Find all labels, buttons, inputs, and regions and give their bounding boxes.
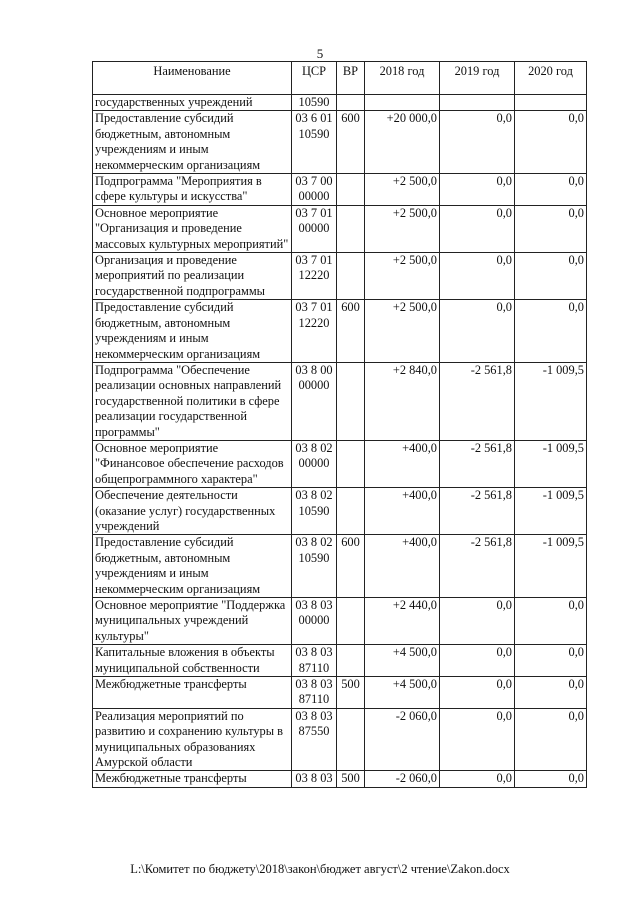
row-name: Обеспечение деятельности (оказание услуг) государственных учреждений bbox=[93, 488, 292, 535]
row-2018: +2 500,0 bbox=[365, 205, 440, 252]
row-2018: +2 840,0 bbox=[365, 362, 440, 440]
header-vr: ВР bbox=[337, 62, 365, 95]
row-2019: 0,0 bbox=[440, 111, 515, 174]
row-name: Предоставление субсидий бюджетным, автономным учреждениям и иным некоммерческим организациям bbox=[93, 535, 292, 598]
table-row bbox=[93, 300, 587, 363]
table-row bbox=[93, 488, 587, 535]
row-code: 03 8 03 00000 bbox=[292, 598, 337, 645]
row-2018: +2 500,0 bbox=[365, 174, 440, 206]
row-2018: +4 500,0 bbox=[365, 645, 440, 677]
table-row bbox=[93, 95, 587, 111]
row-name: Реализация мероприятий по развитию и сохранению культуры в муниципальных образованиях Амурской области bbox=[93, 708, 292, 771]
row-2018: +400,0 bbox=[365, 440, 440, 487]
footer-file-path: L:\Комитет по бюджету\2018\закон\бюджет август\2 чтение\Zakon.docx bbox=[130, 862, 510, 876]
table-row bbox=[93, 440, 587, 487]
table-row bbox=[93, 708, 587, 771]
row-2019: 0,0 bbox=[440, 598, 515, 645]
row-2018: -2 060,0 bbox=[365, 771, 440, 787]
row-vr bbox=[337, 598, 365, 645]
row-2020: -1 009,5 bbox=[515, 440, 587, 487]
row-2018: -2 060,0 bbox=[365, 708, 440, 771]
row-2018: +4 500,0 bbox=[365, 677, 440, 709]
row-2020: 0,0 bbox=[515, 771, 587, 787]
table-row bbox=[93, 111, 587, 174]
row-code: 03 8 03 87110 bbox=[292, 677, 337, 709]
row-2020: 0,0 bbox=[515, 300, 587, 363]
row-2020: 0,0 bbox=[515, 708, 587, 771]
row-name: государственных учреждений bbox=[93, 95, 292, 111]
table-row bbox=[93, 677, 587, 709]
row-2019: 0,0 bbox=[440, 205, 515, 252]
row-vr: 600 bbox=[337, 111, 365, 174]
page-number: 5 bbox=[316, 46, 324, 61]
row-vr: 600 bbox=[337, 535, 365, 598]
table-row bbox=[93, 771, 587, 787]
row-2019: -2 561,8 bbox=[440, 440, 515, 487]
header-2020: 2020 год bbox=[515, 62, 587, 95]
header-code: ЦСР bbox=[292, 62, 337, 95]
row-vr: 500 bbox=[337, 677, 365, 709]
table-row bbox=[93, 645, 587, 677]
header-2019: 2019 год bbox=[440, 62, 515, 95]
row-2019: 0,0 bbox=[440, 174, 515, 206]
row-vr: 500 bbox=[337, 771, 365, 787]
row-2019: -2 561,8 bbox=[440, 362, 515, 440]
table-row bbox=[93, 598, 587, 645]
row-code: 03 8 03 87110 bbox=[292, 645, 337, 677]
row-2020: 0,0 bbox=[515, 174, 587, 206]
row-2018 bbox=[365, 95, 440, 111]
row-vr bbox=[337, 174, 365, 206]
table-row bbox=[93, 362, 587, 440]
row-code: 03 6 01 10590 bbox=[292, 111, 337, 174]
row-2019: -2 561,8 bbox=[440, 535, 515, 598]
row-vr bbox=[337, 488, 365, 535]
row-2020: 0,0 bbox=[515, 645, 587, 677]
table-row bbox=[93, 535, 587, 598]
row-vr: 600 bbox=[337, 300, 365, 363]
row-code: 03 8 02 10590 bbox=[292, 488, 337, 535]
row-2020: -1 009,5 bbox=[515, 488, 587, 535]
row-code: 03 8 00 00000 bbox=[292, 362, 337, 440]
row-name: Подпрограмма "Мероприятия в сфере культуры и искусства" bbox=[93, 174, 292, 206]
row-name: Межбюджетные трансферты bbox=[93, 771, 292, 787]
row-name: Межбюджетные трансферты bbox=[93, 677, 292, 709]
row-vr bbox=[337, 708, 365, 771]
header-name: Наименование bbox=[93, 62, 292, 95]
row-name: Основное мероприятие "Организация и проведение массовых культурных мероприятий" bbox=[93, 205, 292, 252]
row-2020: 0,0 bbox=[515, 111, 587, 174]
budget-table bbox=[92, 61, 587, 788]
table-row bbox=[93, 205, 587, 252]
row-2019: 0,0 bbox=[440, 300, 515, 363]
row-2019: 0,0 bbox=[440, 677, 515, 709]
row-2018: +2 500,0 bbox=[365, 300, 440, 363]
row-vr bbox=[337, 645, 365, 677]
row-code: 03 8 03 87550 bbox=[292, 708, 337, 771]
row-2019 bbox=[440, 95, 515, 111]
row-code: 03 8 03 bbox=[292, 771, 337, 787]
header-2018: 2018 год bbox=[365, 62, 440, 95]
row-2018: +400,0 bbox=[365, 488, 440, 535]
row-vr bbox=[337, 362, 365, 440]
row-2020: 0,0 bbox=[515, 677, 587, 709]
row-2019: 0,0 bbox=[440, 253, 515, 300]
row-2018: +400,0 bbox=[365, 535, 440, 598]
table-header-row bbox=[93, 62, 587, 95]
row-code: 10590 bbox=[292, 95, 337, 111]
row-2019: 0,0 bbox=[440, 708, 515, 771]
row-name: Основное мероприятие "Поддержка муниципальных учреждений культуры" bbox=[93, 598, 292, 645]
row-code: 03 7 01 12220 bbox=[292, 300, 337, 363]
table-row bbox=[93, 174, 587, 206]
row-2018: +2 500,0 bbox=[365, 253, 440, 300]
row-name: Предоставление субсидий бюджетным, автономным учреждениям и иным некоммерческим организациям bbox=[93, 300, 292, 363]
row-2020: -1 009,5 bbox=[515, 535, 587, 598]
row-name: Подпрограмма "Обеспечение реализации основных направлений государственной политики в сфере реализации государственной программы" bbox=[93, 362, 292, 440]
row-code: 03 7 01 00000 bbox=[292, 205, 337, 252]
row-2020: 0,0 bbox=[515, 253, 587, 300]
row-vr bbox=[337, 440, 365, 487]
row-name: Капитальные вложения в объекты муниципальной собственности bbox=[93, 645, 292, 677]
row-name: Предоставление субсидий бюджетным, автономным учреждениям и иным некоммерческим организациям bbox=[93, 111, 292, 174]
row-2018: +2 440,0 bbox=[365, 598, 440, 645]
row-vr bbox=[337, 205, 365, 252]
row-2018: +20 000,0 bbox=[365, 111, 440, 174]
row-code: 03 7 00 00000 bbox=[292, 174, 337, 206]
row-2019: -2 561,8 bbox=[440, 488, 515, 535]
row-vr bbox=[337, 253, 365, 300]
row-code: 03 7 01 12220 bbox=[292, 253, 337, 300]
row-name: Основное мероприятие "Финансовое обеспечение расходов общепрограммного характера" bbox=[93, 440, 292, 487]
table-row bbox=[93, 253, 587, 300]
row-vr bbox=[337, 95, 365, 111]
row-2020: 0,0 bbox=[515, 205, 587, 252]
row-2019: 0,0 bbox=[440, 645, 515, 677]
row-name: Организация и проведение мероприятий по реализации государственной подпрограммы bbox=[93, 253, 292, 300]
row-code: 03 8 02 10590 bbox=[292, 535, 337, 598]
row-2020 bbox=[515, 95, 587, 111]
row-2020: 0,0 bbox=[515, 598, 587, 645]
row-2020: -1 009,5 bbox=[515, 362, 587, 440]
row-code: 03 8 02 00000 bbox=[292, 440, 337, 487]
row-2019: 0,0 bbox=[440, 771, 515, 787]
